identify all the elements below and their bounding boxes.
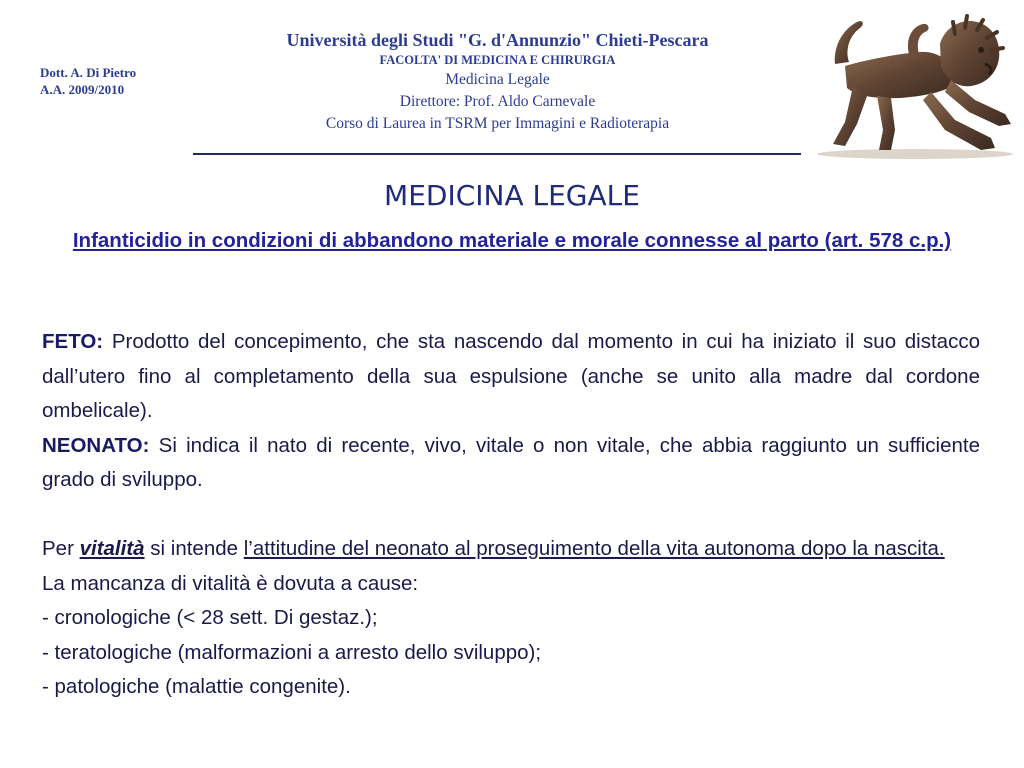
vitality-causes-intro: La mancanza di vitalità è dovuta a cause: — [42, 571, 419, 595]
definition-feto — [42, 325, 980, 429]
director-name: Direttore: Prof. Aldo Carnevale — [399, 93, 596, 110]
cause-item: - teratologiche (malformazioni a arresto dello sviluppo); — [42, 640, 542, 664]
neonato-text: Si indica il nato di recente, vivo, vitale o non vitale, che abbia raggiunto un sufficiente grado di sviluppo. — [42, 433, 980, 491]
feto-text: Prodotto del concepimento, che sta nascendo dal momento in cui ha iniziato il suo distacco dall’utero fino al completamento della sua espulsione (anche se unito alla madre dal cordone ombelicale). — [42, 330, 980, 422]
vitality-definition-text: l’attitudine del neonato al proseguimento della vita autonoma dopo la nascita. — [243, 537, 945, 560]
header-institution — [195, 28, 800, 135]
definition-neonato — [42, 429, 980, 498]
vitality-definition — [42, 532, 980, 567]
header-author-block — [40, 64, 136, 98]
neonato-term: NEONATO: — [42, 433, 150, 457]
university-name: Università degli Studi "G. d'Annunzio" Chieti-Pescara — [286, 30, 709, 50]
slide-body — [42, 325, 980, 705]
author-name: Dott. A. Di Pietro — [40, 65, 137, 80]
paragraph-spacer — [42, 498, 980, 533]
course-name: Corso di Laurea in TSRM per Immagini e Radioterapia — [325, 115, 670, 132]
vitality-per: Per — [42, 537, 74, 560]
cause-item: - cronologiche (< 28 sett. Di gestaz.); — [42, 606, 378, 629]
header-divider — [193, 153, 801, 155]
department-name: Medicina Legale — [445, 71, 550, 88]
feto-term: FETO: — [42, 330, 104, 353]
chimera-statue-icon — [805, 4, 1020, 162]
faculty-name: FACOLTA' DI MEDICINA E CHIRURGIA — [379, 53, 616, 67]
vitality-intro: si intende — [150, 537, 239, 560]
vitality-term: vitalità — [79, 537, 145, 560]
cause-item: - patologiche (malattie congenite). — [42, 675, 351, 698]
slide-subtitle: Infanticidio in condizioni di abbandono materiale e morale connesse al parto (art. 578 c.p.) — [72, 229, 952, 252]
academic-year: A.A. 2009/2010 — [40, 82, 125, 97]
slide-title: MEDICINA LEGALE — [384, 179, 640, 212]
